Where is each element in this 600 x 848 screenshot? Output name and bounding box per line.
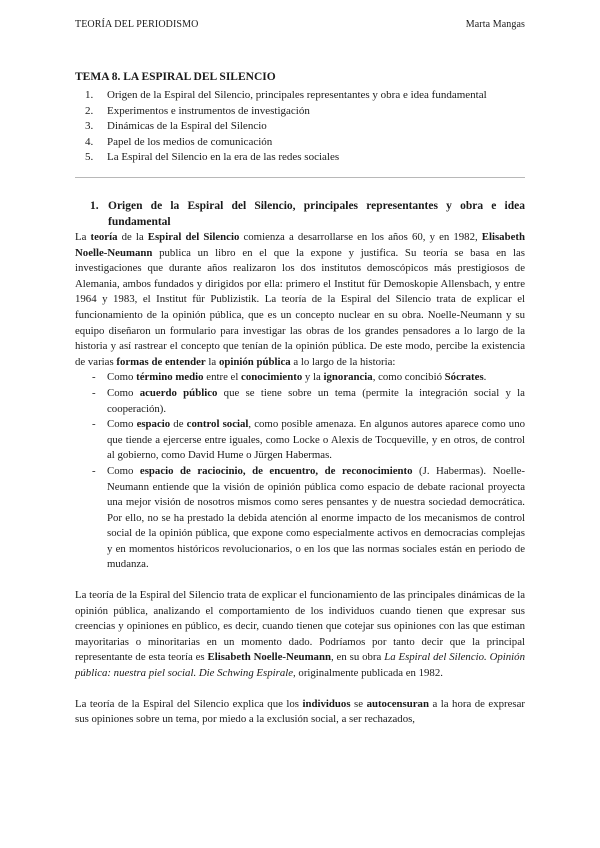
section-title: Origen de la Espiral del Silencio, principales representantes y obra e idea fundamental xyxy=(108,200,525,228)
toc-item-number: 4. xyxy=(85,135,94,148)
toc-item-label: Papel de los medios de comunicación xyxy=(107,135,273,148)
bullet-dash: - xyxy=(92,464,96,477)
toc-item-label: Experimentos e instrumentos de investigación xyxy=(107,104,310,117)
toc-item-label: Dinámicas de la Espiral del Silencio xyxy=(107,120,267,133)
toc-item xyxy=(85,88,487,104)
toc-item xyxy=(85,119,487,135)
toc-item-number: 1. xyxy=(85,89,94,101)
bullet-dash: - xyxy=(92,386,96,399)
paragraph: La teoría de la Espiral del Silencio explica que los individuos se autocensuran a la hora de expresar sus opiniones sobre un tema, por miedo a la exclusión social, a ser rechazados, xyxy=(75,697,525,726)
toc-item-number: 5. xyxy=(85,151,94,164)
toc-item-label: Origen de la Espiral del Silencio, principales representantes y obra e idea fundamental xyxy=(107,89,487,101)
bullet-list xyxy=(75,370,525,573)
bullet-dash: - xyxy=(92,418,96,431)
header-course-title: TEORÍA DEL PERIODISMO xyxy=(75,19,199,30)
list-item: - Como espacio de raciocinio, de encuentro, de reconocimiento (J. Habermas). Noelle-Neumann entiende que la visión de opinión pública como espacio de debate racional proyecta una mejor visión de nosotros mismos como seres pensantes y de nuestra sociedad democrática. Por ello, no se ha prestado la debida atención al enorme impacto de los mecanismos de control social de la opinión pública, que expone como especialmente activos en democracias complejas y en momentos históricos revolucionarios, o en los que las normas sociales están en periodo de mudanza. xyxy=(75,464,525,573)
toc-item-number: 2. xyxy=(85,104,94,117)
toc-title: TEMA 8. LA ESPIRAL DEL SILENCIO xyxy=(75,71,276,83)
toc-item xyxy=(85,150,487,166)
page-header xyxy=(75,19,525,30)
paragraph: La teoría de la Espiral del Silencio trata de explicar el funcionamiento de las principales dinámicas de la opinión pública, analizando el comportamiento de los individuos cuando tienen que expresar sus creencias y opiniones en público, es decir, cuando tienen que cotejar sus opiniones con las que estiman mayoritarias o minoritarias en un momento dado. Podríamos por tanto decir que la principal representante de esta teoría es Elisabeth Noelle-Neumann, en su obra La Espiral del Silencio. Opinión pública: nuestra piel social. Die Schwing Espirale, originalmente publicada en 1982. xyxy=(75,589,525,680)
table-of-contents xyxy=(85,88,487,166)
toc-item-label: La Espiral del Silencio en la era de las redes sociales xyxy=(107,151,340,164)
section-divider xyxy=(75,177,525,178)
toc-item xyxy=(85,135,487,151)
toc-item-number: 3. xyxy=(85,120,94,133)
list-item: - Como acuerdo público que se tiene sobre un tema (permite la integración social y la cooperación). xyxy=(75,386,525,417)
section-number: 1. xyxy=(90,200,99,212)
section-body xyxy=(75,230,525,728)
list-item: - Como término medio entre el conocimiento y la ignorancia, como concibió Sócrates. xyxy=(75,370,525,386)
list-item: - Como espacio de control social, como posible amenaza. En algunos autores aparece como uno que tiende a ejercerse entre iguales, como Locke o Alexis de Tocqueville, y en otros, de control al gobierno, como David Hume o Jürgen Habermas. xyxy=(75,417,525,464)
bullet-dash: - xyxy=(92,371,96,384)
paragraph: La teoría de la Espiral del Silencio comienza a desarrollarse en los años 60, y en 1982, Elisabeth Noelle-Neumann publica un libro en el que la expone y justifica. Su teoría se basa en las investigaciones que durante años realizaron los dos institutos demoscópicos más prestigiosos de Alemania, ambos fundados y dirigidos por ella: primero el Institut für Demoskopie Allensbach, y entre 1964 y 1983, el Institut für Publizistik. La teoría de la Espiral del Silencio trata de explicar el funcionamiento de la opinión pública, que es un concepto nuclear en su obra. Noelle-Neumann y su equipo diseñaron un formulario para investigar las obras de los grandes pensadores a lo largo de la historia y así rastrear el concepto que tenían de la opinión pública. De este modo, percibe la existencia de varias formas de entender la opinión pública a lo largo de la historia: xyxy=(75,231,525,368)
section-heading xyxy=(90,199,525,230)
toc-item xyxy=(85,104,487,120)
header-author: Marta Mangas xyxy=(465,19,525,30)
